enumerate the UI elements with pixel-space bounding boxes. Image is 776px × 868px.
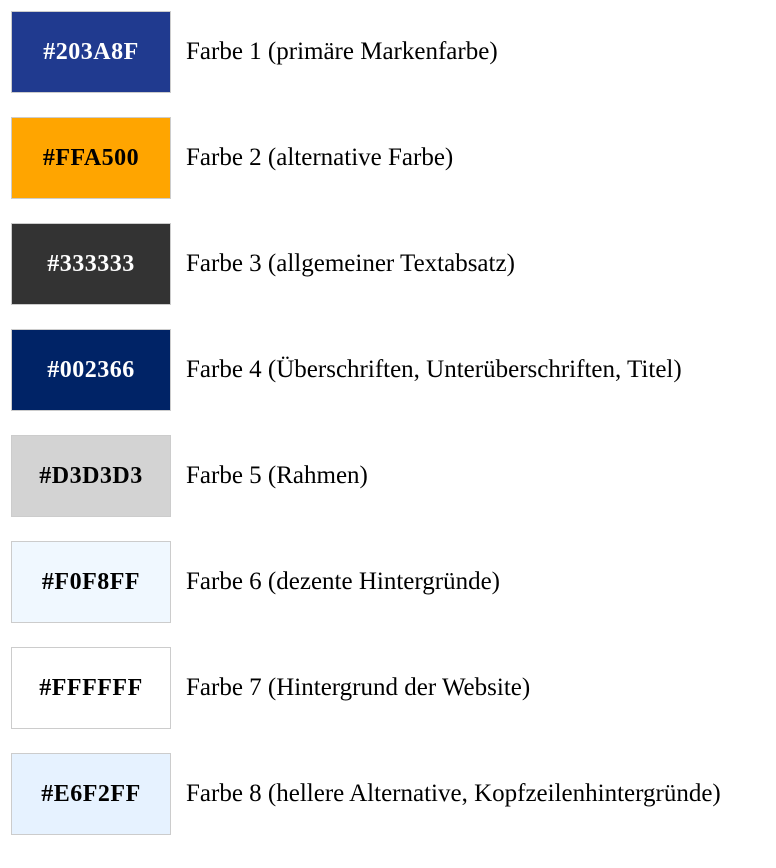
color-row bbox=[11, 753, 776, 835]
color-row bbox=[11, 117, 776, 199]
color-swatch bbox=[11, 541, 171, 623]
color-usage-label: Farbe 3 (allgemeiner Textabsatz) bbox=[186, 250, 515, 277]
color-swatch bbox=[11, 753, 171, 835]
color-hex-code: #002366 bbox=[47, 356, 135, 383]
color-usage-label: Farbe 1 (primäre Markenfarbe) bbox=[186, 38, 498, 65]
color-hex-code: #E6F2FF bbox=[41, 780, 141, 807]
color-palette-list bbox=[11, 11, 776, 835]
color-hex-code: #D3D3D3 bbox=[39, 462, 143, 489]
color-swatch bbox=[11, 117, 171, 199]
color-usage-label: Farbe 5 (Rahmen) bbox=[186, 462, 368, 489]
color-usage-label: Farbe 7 (Hintergrund der Website) bbox=[186, 674, 531, 701]
color-usage-label: Farbe 8 (hellere Alternative, Kopfzeilenhintergründe) bbox=[186, 780, 721, 807]
color-hex-code: #FFA500 bbox=[42, 144, 140, 171]
color-swatch bbox=[11, 647, 171, 729]
color-usage-label: Farbe 6 (dezente Hintergründe) bbox=[186, 568, 500, 595]
color-usage-label: Farbe 2 (alternative Farbe) bbox=[186, 144, 454, 171]
color-row bbox=[11, 223, 776, 305]
color-usage-label: Farbe 4 (Überschriften, Unterüberschriften, Titel) bbox=[186, 356, 682, 383]
color-swatch bbox=[11, 11, 171, 93]
color-row bbox=[11, 435, 776, 517]
color-swatch bbox=[11, 435, 171, 517]
color-row bbox=[11, 329, 776, 411]
color-hex-code: #F0F8FF bbox=[41, 568, 141, 595]
color-swatch bbox=[11, 223, 171, 305]
color-hex-code: #333333 bbox=[47, 250, 135, 277]
color-row bbox=[11, 11, 776, 93]
color-hex-code: #203A8F bbox=[43, 38, 139, 65]
color-swatch bbox=[11, 329, 171, 411]
color-row bbox=[11, 647, 776, 729]
color-hex-code: #FFFFFF bbox=[39, 674, 143, 701]
color-row bbox=[11, 541, 776, 623]
